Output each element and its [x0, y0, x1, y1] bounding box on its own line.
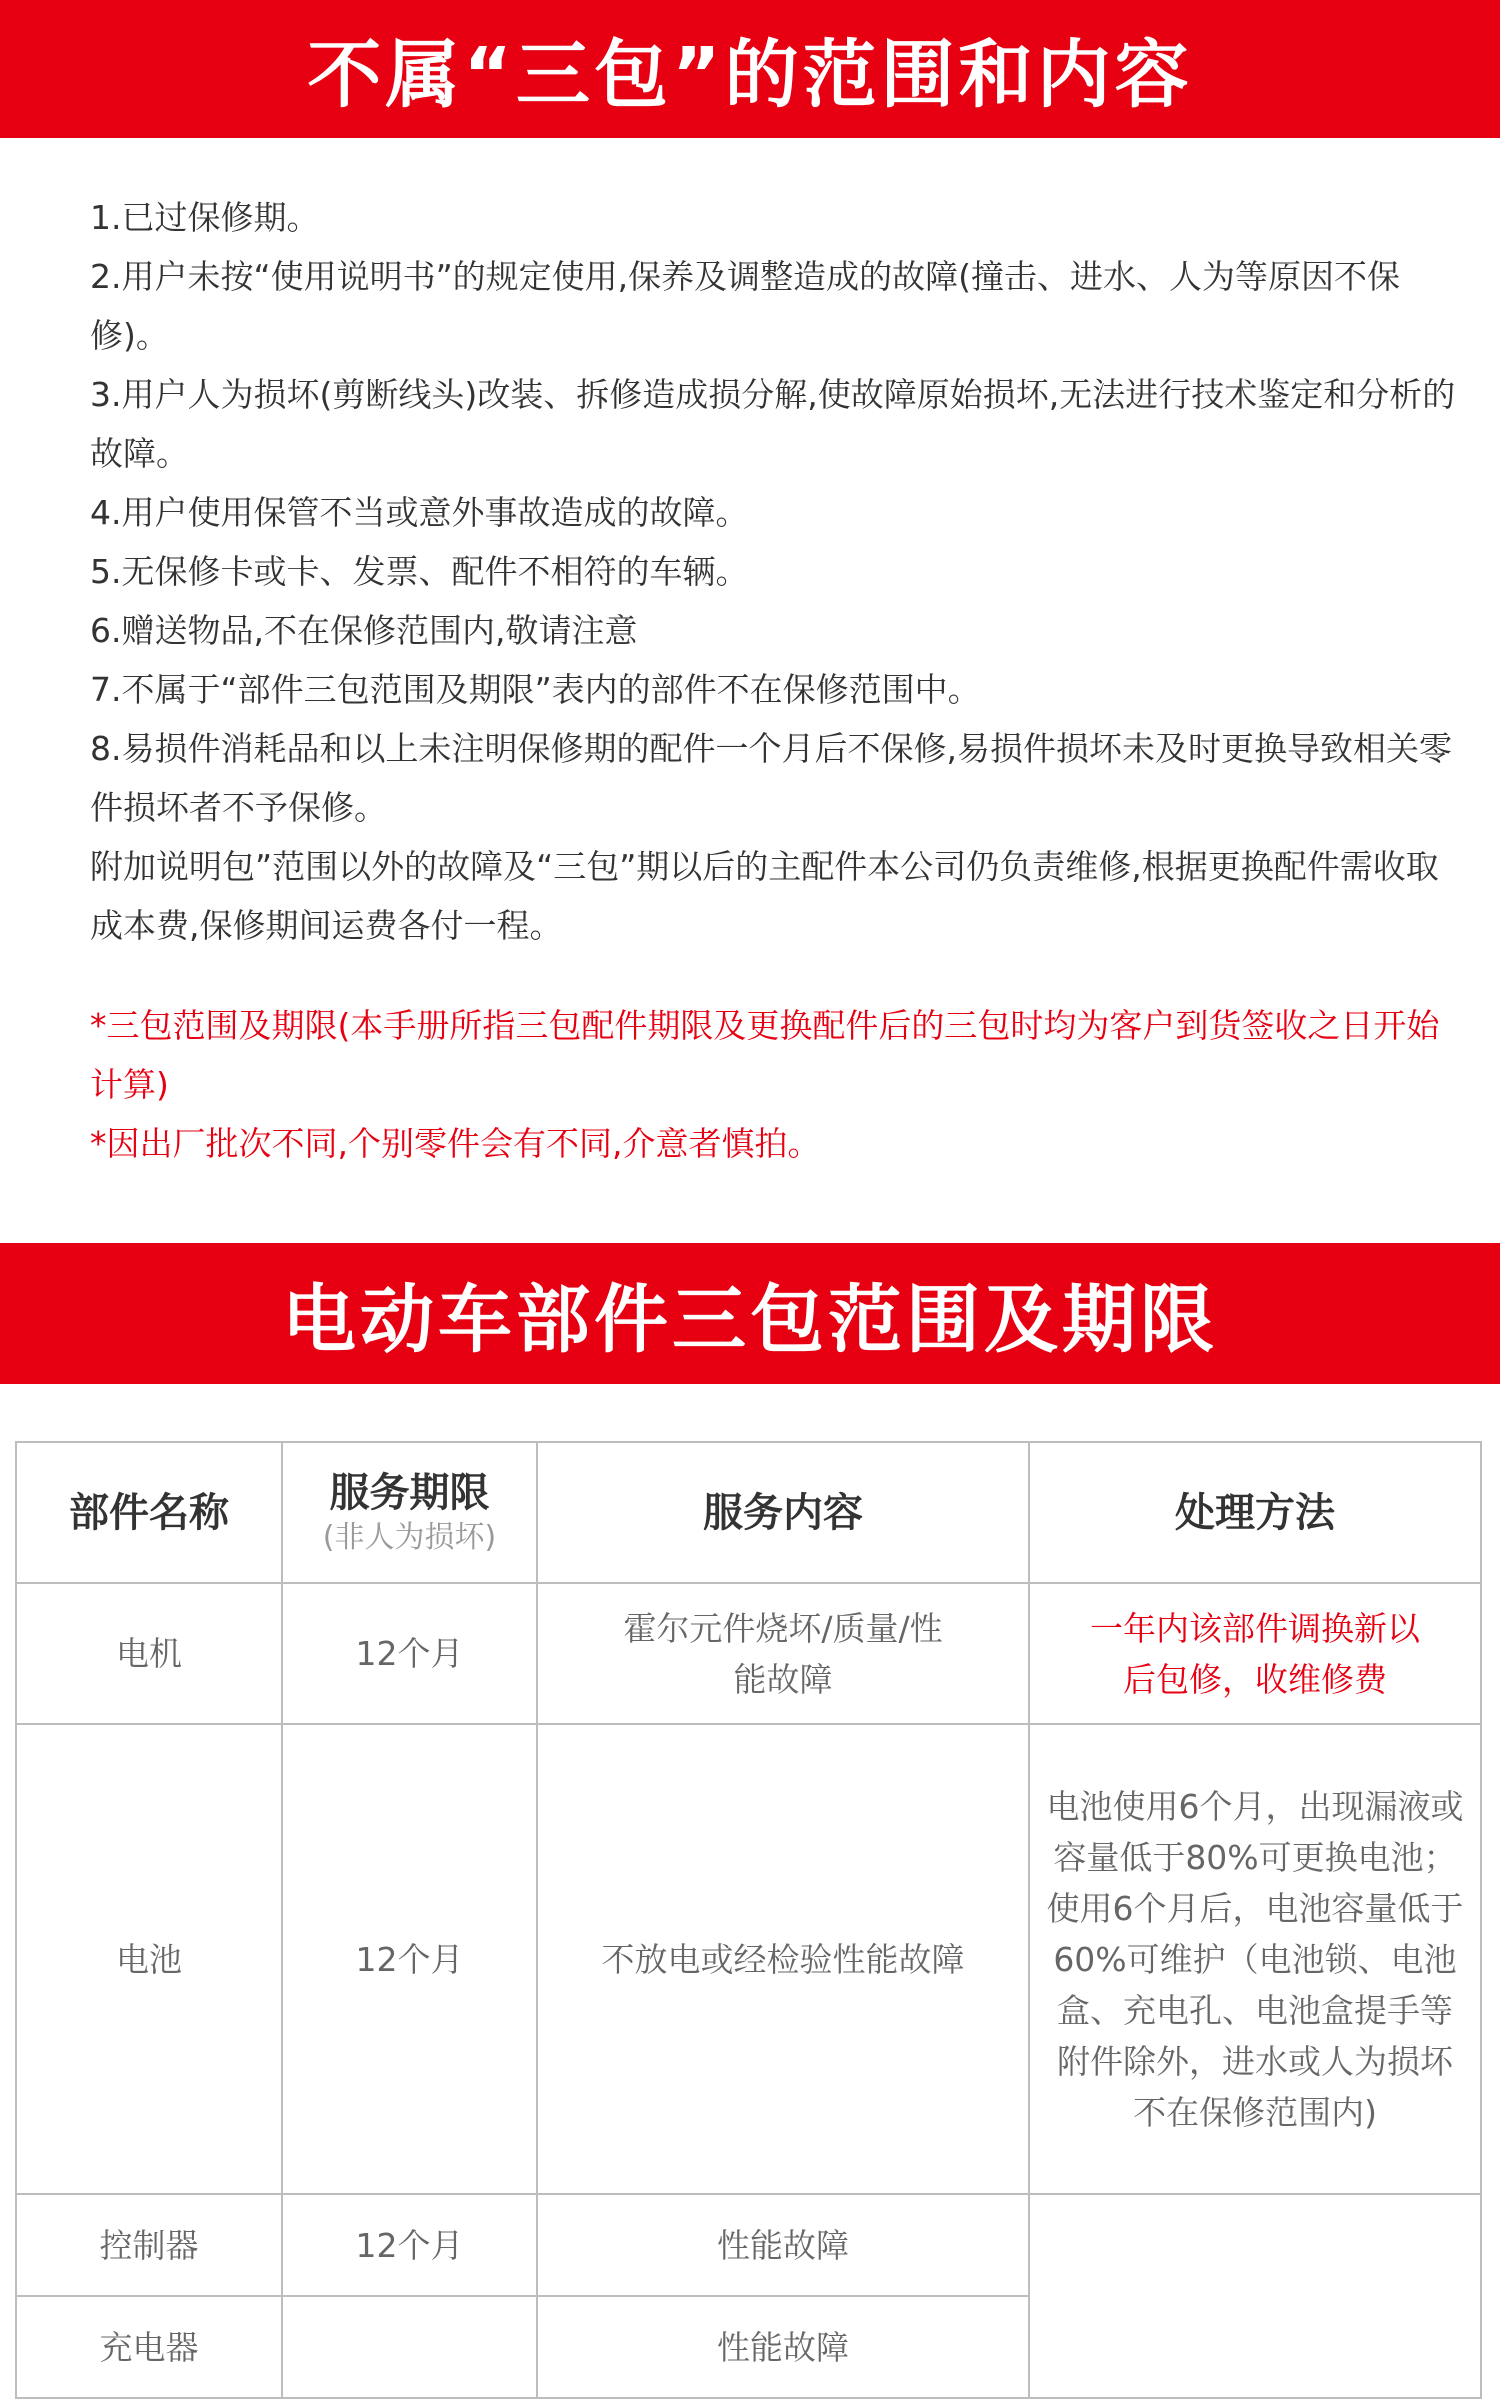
- note-item: *因出厂批次不同,个别零件会有不同,介意者慎拍。: [90, 1124, 821, 1163]
- cell-content: 不放电或经检验性能故障: [537, 1724, 1029, 2194]
- cell-method: [1029, 2194, 1481, 2398]
- cell-part: 充电器: [16, 2296, 282, 2398]
- header-period-note: (非人为损坏): [322, 1519, 497, 1555]
- section-banner-warranty: [0, 1243, 1500, 1384]
- table-row: [16, 1724, 1481, 2194]
- table-row: [16, 2194, 1481, 2296]
- cell-content: 性能故障: [537, 2194, 1029, 2296]
- note-item: *三包范围及期限(本手册所指三包配件期限及更换配件后的三包时均为客户到货签收之日开始计算): [90, 1006, 1440, 1104]
- cell-period: 12个月: [282, 1583, 537, 1724]
- section-title: 电动车部件三包范围及期限: [282, 1276, 1218, 1363]
- header-part-name: 部件名称: [16, 1442, 282, 1583]
- section-banner-exclusions: [0, 0, 1500, 138]
- term-item: 4.用户使用保管不当或意外事故造成的故障。: [90, 493, 749, 532]
- header-service-content: 服务内容: [537, 1442, 1029, 1583]
- term-item: 附加说明包”范围以外的故障及“三包”期以后的主配件本公司仍负责维修,根据更换配件需收取成本费,保修期间运费各付一程。: [90, 847, 1439, 945]
- header-handling-method: 处理方法: [1029, 1442, 1481, 1583]
- cell-part: 控制器: [16, 2194, 282, 2296]
- term-item: 8.易损件消耗品和以上未注明保修期的配件一个月后不保修,易损件损坏未及时更换导致相关零件损坏者不予保修。: [90, 729, 1452, 827]
- exclusion-terms-list: [90, 188, 1460, 955]
- cell-method: 电池使用6个月，出现漏液或容量低于80%可更换电池；使用6个月后，电池容量低于60%可维护（电池锁、电池盒、充电孔、电池盒提手等附件除外，进水或人为损坏不在保修范围内): [1029, 1724, 1481, 2194]
- table-row: [16, 1583, 1481, 1724]
- red-notes: [90, 996, 1460, 1173]
- cell-part: 电池: [16, 1724, 282, 2194]
- section-title: 不属“三包”的范围和内容: [307, 32, 1193, 118]
- cell-method: 一年内该部件调换新以后包修，收维修费: [1029, 1583, 1481, 1724]
- cell-content: 性能故障: [537, 2296, 1029, 2398]
- term-item: 2.用户未按“使用说明书”的规定使用,保养及调整造成的故障(撞击、进水、人为等原因不保修)。: [90, 257, 1401, 355]
- cell-period: 12个月: [282, 1724, 537, 2194]
- warranty-table: [15, 1441, 1482, 2399]
- cell-content: 霍尔元件烧坏/质量/性能故障: [537, 1583, 1029, 1724]
- term-item: 7.不属于“部件三包范围及期限”表内的部件不在保修范围中。: [90, 670, 981, 709]
- cell-period: 12个月: [282, 2194, 537, 2296]
- header-service-period: 服务期限 (非人为损坏): [282, 1442, 537, 1583]
- term-item: 6.赠送物品,不在保修范围内,敬请注意: [90, 611, 638, 650]
- table-header-row: [16, 1442, 1481, 1583]
- cell-period: [282, 2296, 537, 2398]
- term-item: 1.已过保修期。: [90, 198, 320, 237]
- cell-part: 电机: [16, 1583, 282, 1724]
- term-item: 5.无保修卡或卡、发票、配件不相符的车辆。: [90, 552, 749, 591]
- term-item: 3.用户人为损坏(剪断线头)改装、拆修造成损分解,使故障原始损坏,无法进行技术鉴定和分析的故障。: [90, 375, 1456, 473]
